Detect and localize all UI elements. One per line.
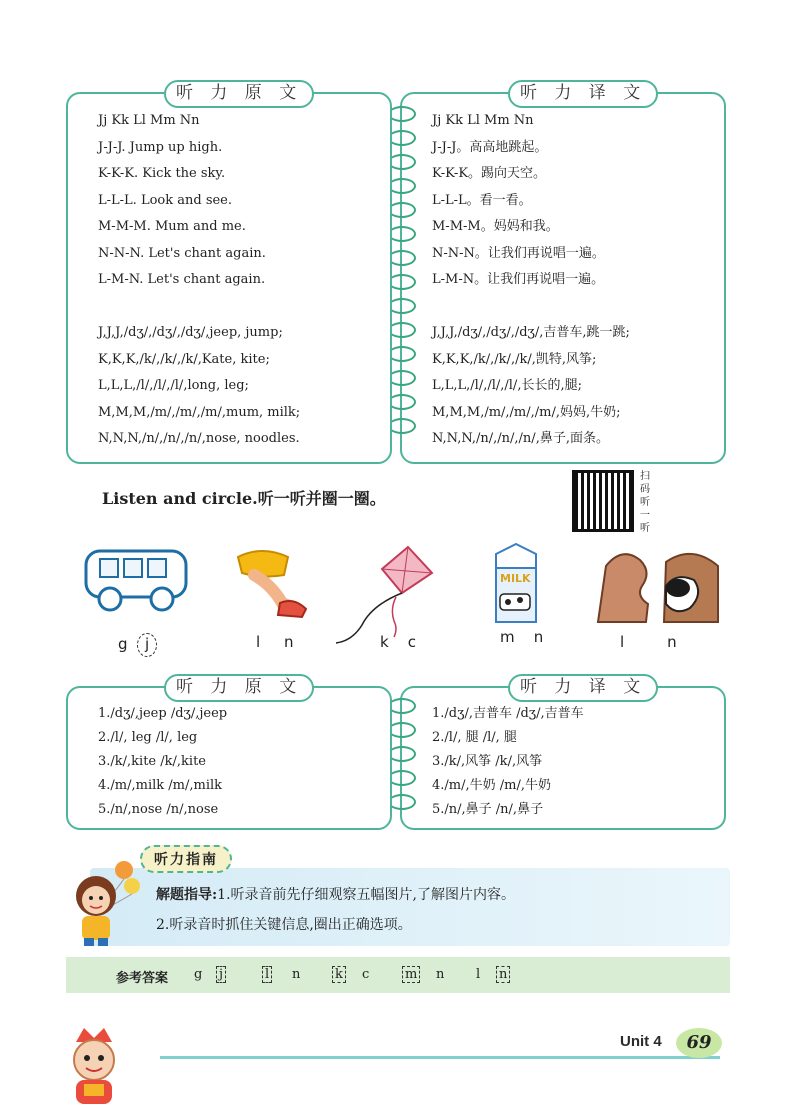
footer-line [160, 1056, 720, 1059]
option-letter-circled[interactable]: j [137, 633, 157, 657]
guide-text-1: 1.听录音前先仔细观察五幅图片,了解图片内容。 [217, 887, 515, 903]
ring-icon [388, 346, 416, 362]
text-line: 2./l/, leg /l/, leg [98, 730, 198, 745]
text-line: N-N-N。让我们再说唱一遍。 [432, 245, 605, 261]
text-line: J,J,J,/dʒ/,/dʒ/,/dʒ/,吉普车,跳一跳; [432, 325, 630, 340]
text-line: M,M,M,/m/,/m/,/m/,mum, milk; [98, 404, 301, 420]
option-group-5 [620, 633, 677, 651]
ring-icon [388, 794, 416, 810]
qr-code-icon[interactable] [572, 470, 634, 532]
text-line: L-M-N. Let's chant again. [98, 272, 266, 287]
text-line: 1./dʒ/,吉普车 /dʒ/,吉普车 [432, 706, 584, 721]
ring-icon [388, 250, 416, 266]
option-letter[interactable]: m [500, 628, 515, 646]
ring-icon [388, 770, 416, 786]
ring-icon [388, 298, 416, 314]
option-group-2 [256, 633, 294, 651]
bottom-right-panel [400, 677, 726, 830]
text-line: K,K,K,/k/,/k/,/k/,Kate, kite; [98, 351, 270, 367]
guide-banner [90, 868, 730, 946]
text-line: 1./dʒ/,jeep /dʒ/,jeep [98, 706, 228, 721]
notebook-rings-bottom [382, 694, 418, 824]
text-line: 3./k/,风筝 /k/,风筝 [432, 754, 543, 769]
qr-caption: 扫码听一听 [640, 471, 650, 534]
text-line: 5./n/,鼻子 /n/,鼻子 [432, 802, 544, 817]
text-line: J-J-J。高高地跳起。 [432, 139, 548, 155]
text-line: 3./k/,kite /k/,kite [98, 754, 206, 769]
text-line: L-L-L。看一看。 [432, 192, 532, 208]
ring-icon [388, 274, 416, 290]
ring-icon [388, 722, 416, 738]
text-line: 4./m/,牛奶 /m/,牛奶 [432, 778, 551, 793]
text-line: M-M-M. Mum and me. [98, 219, 246, 234]
text-line: Jj Kk Ll Mm Nn [98, 113, 200, 128]
ring-icon [388, 202, 416, 218]
nose-shape [598, 554, 648, 622]
ring-icon [388, 154, 416, 170]
answer-item: c [362, 967, 370, 982]
text-line: Jj Kk Ll Mm Nn [432, 113, 534, 128]
bottom-left-title: 听 力 原 文 [164, 674, 314, 702]
bottom-right-lines [432, 702, 584, 822]
answer-item: l [262, 966, 272, 983]
top-right-title: 听 力 译 文 [508, 80, 658, 108]
answer-item: m [402, 966, 420, 983]
answer-item: n [292, 967, 301, 982]
ring-icon [388, 394, 416, 410]
top-right-panel [400, 83, 726, 464]
ring-icon [388, 178, 416, 194]
ring-icon [388, 698, 416, 714]
option-letter[interactable]: g [118, 635, 128, 653]
option-letter[interactable]: k [380, 633, 389, 651]
page-number: 69 [676, 1028, 722, 1058]
text-line: L-L-L. Look and see. [98, 192, 233, 208]
answer-item: n [436, 967, 445, 982]
text-line [98, 294, 300, 321]
ring-icon [388, 746, 416, 762]
milk-picture [488, 542, 544, 624]
answer-item-boxed [332, 967, 346, 982]
text-line [432, 294, 630, 321]
leg-picture [232, 545, 312, 625]
text-line: N,N,N,/n/,/n/,/n/,nose, noodles. [98, 431, 300, 446]
answer-item: j [216, 966, 226, 983]
option-group-1 [118, 633, 157, 657]
answer-item: g [194, 967, 203, 982]
option-group-4 [500, 628, 543, 646]
wheel-icon [151, 588, 173, 610]
text-line: L,L,L,/l/,/l/,/l/,长长的,腿; [432, 378, 582, 393]
milk-label: MILK [500, 572, 531, 585]
answer-item: k [332, 966, 346, 983]
ring-icon [388, 418, 416, 434]
option-letter[interactable]: c [407, 633, 417, 651]
answer-item-boxed [402, 967, 420, 982]
text-line: N-N-N. Let's chant again. [98, 245, 266, 261]
ring-icon [388, 130, 416, 146]
wheel-icon [99, 588, 121, 610]
guide-label: 解题指导: [156, 887, 218, 903]
bottom-right-title: 听 力 译 文 [508, 674, 658, 702]
unit-label: Unit 4 [620, 1033, 662, 1050]
top-left-lines [98, 108, 300, 453]
option-letter[interactable]: l [256, 633, 261, 651]
kite-picture [332, 545, 442, 645]
guide-line-1 [156, 884, 515, 904]
answer-item-boxed [216, 967, 226, 982]
text-line: 5./n/,nose /n/,nose [98, 802, 219, 817]
text-line: K,K,K,/k/,/k/,/k/,凯特,风筝; [432, 351, 597, 367]
answer-item-boxed [496, 967, 510, 982]
text-line: L,L,L,/l/,/l/,/l/,long, leg; [98, 378, 249, 393]
top-right-lines [432, 108, 630, 453]
ring-icon [388, 106, 416, 122]
answer-item: l [476, 967, 481, 982]
top-left-panel [66, 83, 392, 464]
notebook-rings-top [382, 100, 418, 460]
ring-icon [388, 226, 416, 242]
option-letter[interactable]: l [620, 633, 625, 651]
option-letter[interactable]: n [284, 633, 294, 651]
text-line: L-M-N。让我们再说唱一遍。 [432, 272, 605, 287]
text-line: J,J,J,/dʒ/,/dʒ/,/dʒ/,jeep, jump; [98, 325, 283, 340]
option-group-3 [380, 633, 416, 651]
text-line: M,M,M,/m/,/m/,/m/,妈妈,牛奶; [432, 404, 621, 420]
bottom-left-panel [66, 677, 392, 830]
mascot-icon [66, 852, 140, 948]
text-line: K-K-K. Kick the sky. [98, 166, 226, 181]
answer-item-boxed [262, 967, 272, 982]
option-letter[interactable]: n [533, 628, 544, 646]
text-line: 2./l/, 腿 /l/, 腿 [432, 730, 517, 745]
nose-picture [592, 546, 722, 626]
ring-icon [388, 370, 416, 386]
footer-mascot-icon [54, 1024, 134, 1110]
text-line: J-J-J. Jump up high. [98, 139, 223, 155]
answer-item: n [496, 966, 510, 983]
ring-icon [388, 322, 416, 338]
guide-line-2: 2.听录音时抓住关键信息,圈出正确选项。 [156, 917, 412, 933]
text-line: M-M-M。妈妈和我。 [432, 219, 559, 234]
bottom-left-lines [98, 702, 227, 822]
text-line: K-K-K。踢向天空。 [432, 166, 547, 181]
text-line: 4./m/,milk /m/,milk [98, 778, 223, 793]
exercise-heading: Listen and circle.听一听并圈一圈。 [102, 489, 386, 508]
guide-tag: 听力指南 [140, 845, 232, 873]
answer-label: 参考答案 [116, 971, 169, 986]
jeep-picture [82, 545, 192, 615]
option-letter[interactable]: n [667, 633, 677, 651]
top-left-title: 听 力 原 文 [164, 80, 314, 108]
text-line: N,N,N,/n/,/n/,/n/,鼻子,面条。 [432, 431, 609, 446]
